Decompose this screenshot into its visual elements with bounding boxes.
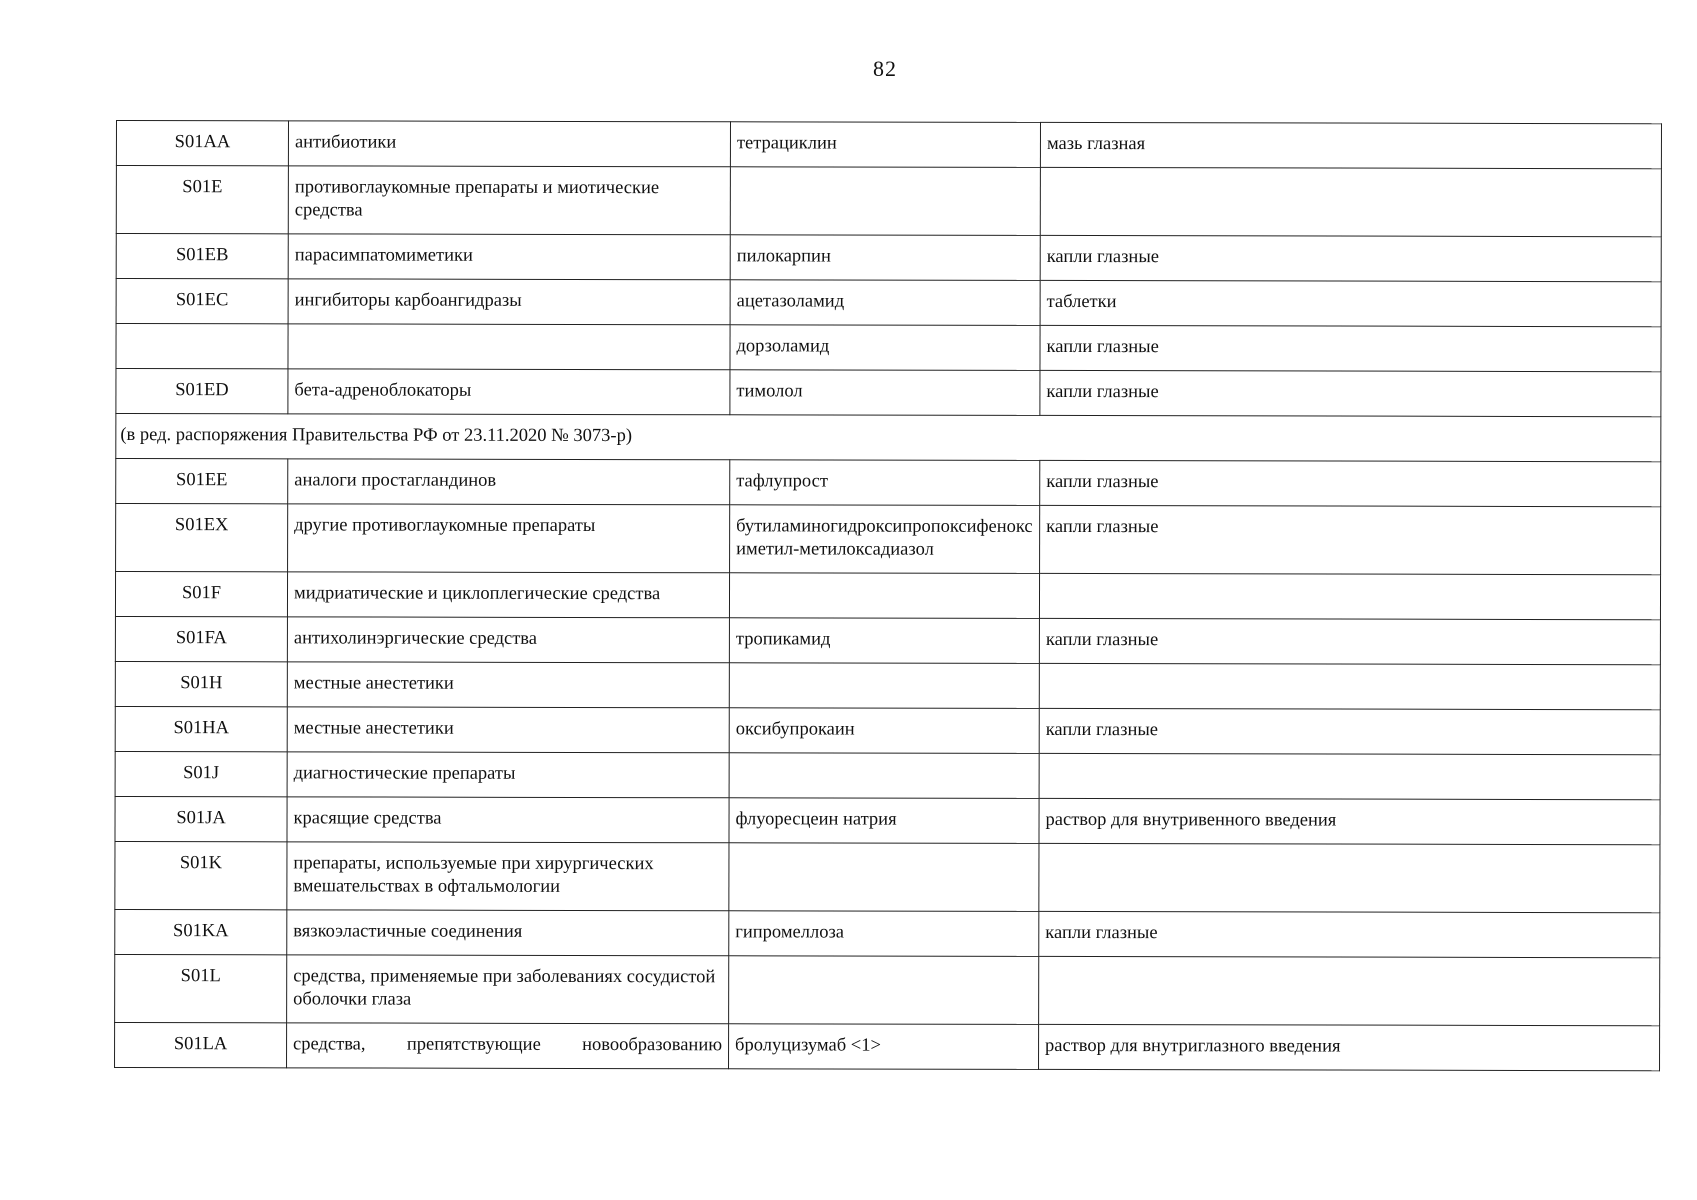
dosage-form-cell: таблетки	[1040, 280, 1661, 326]
group-name-cell: аналоги простагландинов	[288, 459, 730, 505]
dosage-form-cell: мазь глазная	[1040, 122, 1661, 168]
drug-name-cell: флуоресцеин натрия	[729, 798, 1039, 844]
table-row	[116, 166, 1661, 237]
group-name-justified	[293, 1033, 722, 1057]
table-row	[115, 661, 1660, 709]
group-name-cell: средства, применяемые при заболеваниях сосудистой оболочки глаза	[287, 955, 729, 1024]
drug-name-cell: тимолол	[730, 370, 1040, 416]
group-word: средства,	[293, 1034, 366, 1055]
atc-code-cell: S01J	[115, 751, 287, 796]
dosage-form-cell: капли глазные	[1039, 911, 1660, 957]
group-name-cell: мидриатические и циклоплегические средства	[287, 572, 729, 618]
drug-name-cell	[729, 956, 1039, 1025]
group-name-cell: местные анестетики	[287, 662, 729, 708]
table-row	[115, 706, 1660, 754]
table-row	[115, 796, 1660, 844]
group-name-cell: бета-адреноблокаторы	[288, 369, 730, 415]
dosage-form-cell: капли глазные	[1040, 370, 1661, 416]
atc-code-cell: S01F	[115, 572, 287, 617]
group-name-cell: препараты, используемые при хирургических вмешательствах в офтальмологии	[287, 842, 729, 911]
atc-code-cell: S01EB	[116, 234, 288, 279]
atc-code-cell: S01EX	[116, 504, 288, 572]
dosage-form-cell: капли глазные	[1040, 325, 1661, 371]
group-name-cell: диагностические препараты	[287, 752, 729, 798]
group-name-cell: местные анестетики	[287, 707, 729, 753]
drug-name-cell: бутиламиногидроксипропоксифеноксиметил-метилоксадиазол	[730, 505, 1040, 574]
drug-name-cell	[729, 843, 1039, 912]
group-name-cell: противоглаукомные препараты и миотические средства	[288, 166, 730, 235]
drug-name-cell: ацетазоламид	[730, 280, 1040, 326]
atc-code-cell: S01EC	[116, 279, 288, 324]
group-word: препятствующие	[406, 1034, 541, 1055]
table-row	[116, 459, 1661, 507]
dosage-form-cell: капли глазные	[1039, 618, 1660, 664]
drug-name-cell: пилокарпин	[730, 235, 1040, 281]
drug-name-cell	[729, 663, 1039, 709]
dosage-form-cell	[1039, 843, 1660, 912]
page-number: 82	[873, 56, 897, 81]
dosage-form-cell: раствор для внутриглазного введения	[1039, 1024, 1660, 1070]
atc-code-cell: S01KA	[115, 909, 287, 954]
drug-name-cell: тетрациклин	[730, 122, 1040, 168]
dosage-form-cell	[1039, 573, 1660, 619]
group-name-cell: парасимпатомиметики	[288, 234, 730, 280]
dosage-form-cell	[1040, 167, 1661, 236]
group-name-cell	[288, 324, 730, 370]
drug-name-cell	[729, 753, 1039, 799]
drug-name-cell: тафлупрост	[730, 460, 1040, 506]
table-row	[115, 1022, 1660, 1070]
drug-name-cell: дорзоламид	[730, 325, 1040, 371]
group-name-cell: красящие средства	[287, 797, 729, 843]
table-row	[116, 324, 1661, 372]
atc-code-cell: S01H	[115, 661, 287, 706]
drug-name-cell: тропикамид	[729, 618, 1039, 664]
atc-code-cell: S01ED	[116, 369, 288, 414]
drug-name-cell	[730, 167, 1040, 236]
table-row	[115, 751, 1660, 799]
group-name-cell	[287, 1023, 729, 1069]
dosage-form-cell: капли глазные	[1040, 460, 1661, 506]
atc-code-cell: S01FA	[115, 616, 287, 661]
table-row	[116, 234, 1661, 282]
group-name-cell: антибиотики	[288, 121, 730, 167]
table-row	[116, 504, 1661, 575]
group-name-cell: ингибиторы карбоангидразы	[288, 279, 730, 325]
group-word: новообразованию	[582, 1034, 723, 1056]
drug-name-cell: гипромеллоза	[729, 911, 1039, 957]
table-row	[115, 616, 1660, 664]
dosage-form-cell	[1039, 956, 1660, 1025]
table-row	[116, 369, 1661, 417]
group-name-cell: вязкоэластичные соединения	[287, 910, 729, 956]
drug-name-cell: оксибупрокаин	[729, 708, 1039, 754]
atc-code-cell: S01E	[116, 166, 288, 234]
table-row	[116, 121, 1661, 169]
group-name-cell: другие противоглаукомные препараты	[288, 504, 730, 573]
medication-table	[114, 120, 1662, 1071]
drug-name-cell: бролуцизумаб <1>	[729, 1024, 1039, 1070]
table-row	[115, 841, 1660, 912]
dosage-form-cell	[1039, 753, 1660, 799]
drug-name-cell	[729, 573, 1039, 619]
atc-code-cell: S01K	[115, 841, 287, 909]
group-name-cell: антихолинэргические средства	[287, 617, 729, 663]
dosage-form-cell	[1039, 663, 1660, 709]
amendment-note: (в ред. распоряжения Правительства РФ от 23.11.2020 № 3073-р)	[116, 414, 1661, 462]
dosage-form-cell: капли глазные	[1040, 235, 1661, 281]
table-row	[115, 909, 1660, 957]
table-row	[115, 954, 1660, 1025]
table-row	[116, 279, 1661, 327]
atc-code-cell	[116, 324, 288, 369]
atc-code-cell: S01HA	[115, 706, 287, 751]
atc-code-cell: S01JA	[115, 796, 287, 841]
table-row-note	[116, 414, 1661, 462]
atc-code-cell: S01EE	[116, 459, 288, 504]
atc-code-cell: S01LA	[115, 1022, 287, 1067]
dosage-form-cell: капли глазные	[1040, 505, 1661, 574]
dosage-form-cell: капли глазные	[1039, 708, 1660, 754]
atc-code-cell: S01AA	[116, 121, 288, 166]
atc-code-cell: S01L	[115, 954, 287, 1022]
dosage-form-cell: раствор для внутривенного введения	[1039, 798, 1660, 844]
table-row	[115, 572, 1660, 620]
